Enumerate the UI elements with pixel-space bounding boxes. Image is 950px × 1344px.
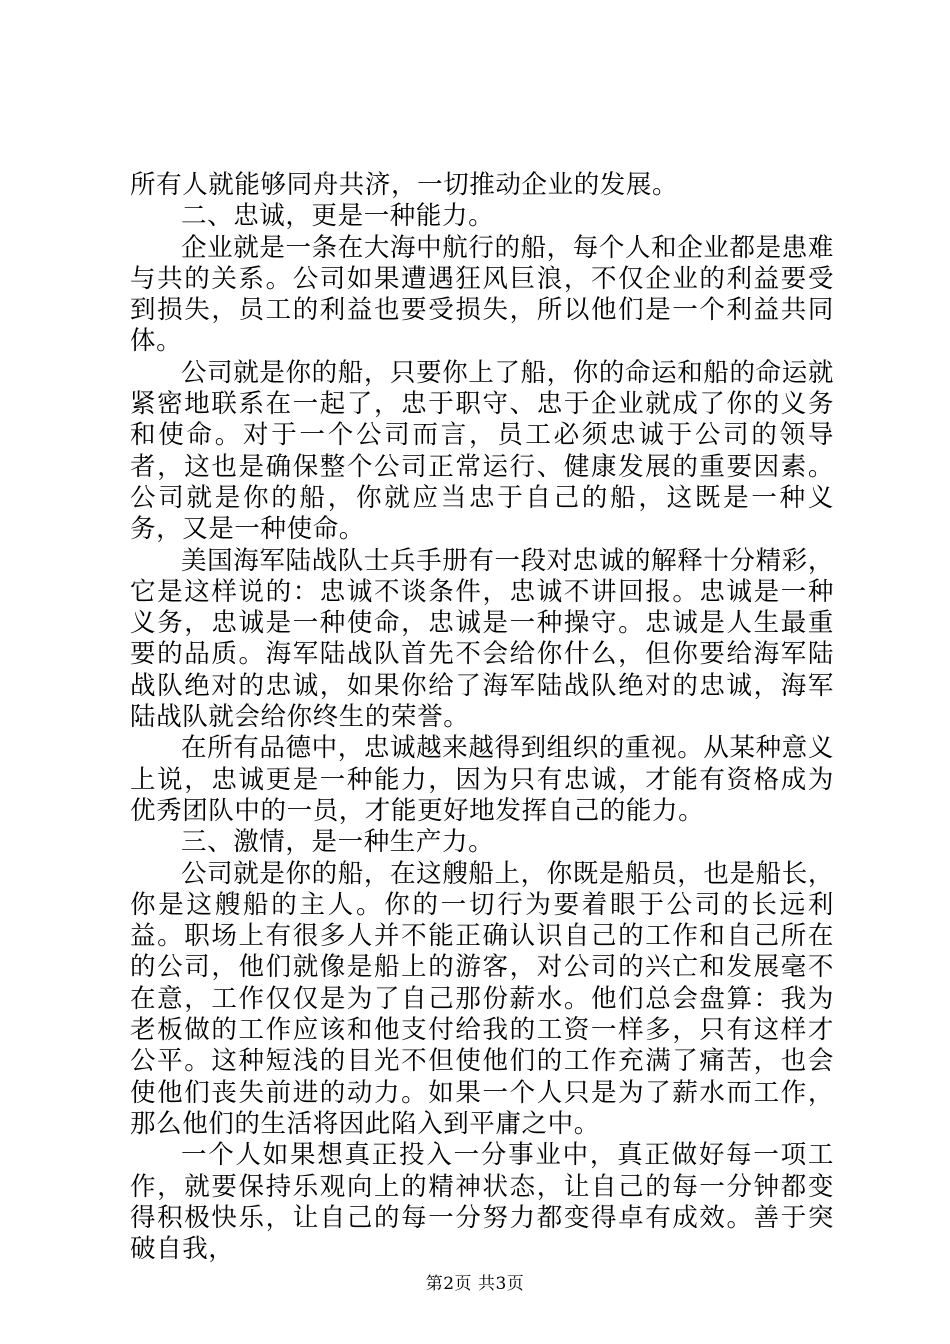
paragraph-continued: 所有人就能够同舟共济，一切推动企业的发展。	[130, 170, 679, 200]
section-heading-passion-productivity: 三、激情，是一种生产力。	[181, 827, 495, 858]
paragraph: 在所有品德中，忠诚越来越得到组织的重视。从某种意义上说，忠诚更是一种能力，因为只有忠诚，才能有资格成为优秀团队中的一员，才能更好地发挥自己的能力。	[130, 733, 834, 826]
paragraph: 公司就是你的船，在这艘船上，你既是船员，也是船长，你是这艘船的主人。你的一切行为要着眼于公司的长远利益。职场上有很多人并不能正确认识自己的工作和自己所在的公司，他们就像是船上的游客，对公司的兴亡和发展毫不在意，工作仅仅是为了自己那份薪水。他们总会盘算：我为老板做的工作应该和他支付给我的工资一样多，只有这样才公平。这种短浅的目光不但使他们的工作充满了痛苦，也会使他们丧失前进的动力。如果一个人只是为了薪水而工作，那么他们的生活将因此陷入到平庸之中。	[130, 858, 834, 1139]
paragraph: 一个人如果想真正投入一分事业中，真正做好每一项工作，就要保持乐观向上的精神状态，让自己的每一分钟都变得积极快乐，让自己的每一分努力都变得卓有成效。善于突破自我，	[130, 1140, 834, 1265]
page-footer: 第2页 共3页	[425, 1274, 525, 1294]
paragraph: 公司就是你的船，只要你上了船，你的命运和船的命运就紧密地联系在一起了，忠于职守、忠于企业就成了你的义务和使命。对于一个公司而言，员工必须忠诚于公司的领导者，这也是确保整个公司正常运行、健康发展的重要因素。公司就是你的船，你就应当忠于自己的船，这既是一种义务，又是一种使命。	[130, 357, 834, 545]
body-text	[130, 170, 834, 1265]
section-heading-loyalty-ability: 二、忠诚，更是一种能力。	[181, 201, 495, 232]
paragraph: 美国海军陆战队士兵手册有一段对忠诚的解释十分精彩，它是这样说的：忠诚不谈条件，忠诚不讲回报。忠诚是一种义务，忠诚是一种使命，忠诚是一种操守。忠诚是人生最重要的品质。海军陆战队首先不会给你什么，但你要给海军陆战队绝对的忠诚，如果你给了海军陆战队绝对的忠诚，海军陆战队就会给你终生的荣誉。	[130, 545, 834, 733]
paragraph: 企业就是一条在大海中航行的船，每个人和企业都是患难与共的关系。公司如果遭遇狂风巨浪，不仅企业的利益要受到损失，员工的利益也要受损失，所以他们是一个利益共同体。	[130, 232, 834, 357]
